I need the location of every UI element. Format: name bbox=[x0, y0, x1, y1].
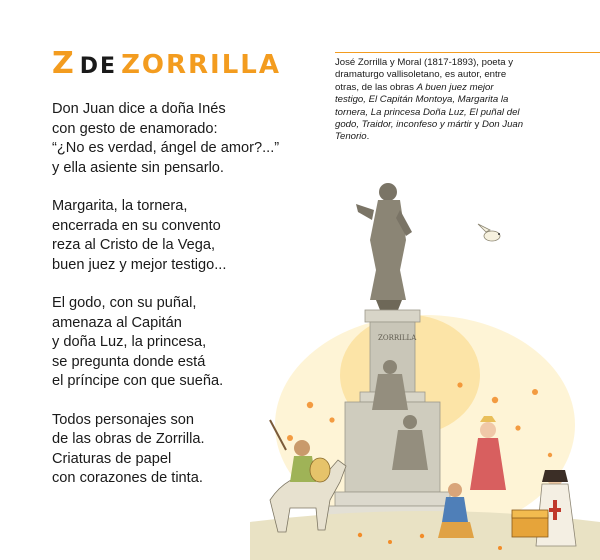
poem-stanza-1 bbox=[52, 100, 322, 178]
poem-line: de las obras de Zorrilla. bbox=[52, 431, 205, 447]
author-sidenote bbox=[335, 52, 600, 144]
poem-line: el príncipe con que sueña. bbox=[52, 373, 224, 389]
poem-line: buen juez y mejor testigo... bbox=[52, 256, 227, 273]
title-name: ZORRILLA bbox=[121, 50, 281, 80]
poem-line: El godo, con su puñal, bbox=[52, 295, 197, 311]
poem-line: con gesto de enamorado: bbox=[52, 120, 218, 137]
sidenote-connector: y bbox=[471, 119, 483, 131]
sidenote-last-work: Don Juan Tenorio bbox=[335, 119, 524, 143]
poem-line: Todos personajes son bbox=[52, 411, 194, 428]
poem-line: y ella asiente sin pensarlo. bbox=[52, 159, 224, 176]
bird-icon bbox=[478, 224, 500, 241]
poem-line: con corazones de tinta. bbox=[52, 470, 203, 486]
title-initial: Z bbox=[52, 46, 76, 81]
sidenote-end: . bbox=[366, 131, 370, 143]
poem-line: encerrada en su convento bbox=[52, 217, 221, 234]
monument-plaque: ZORRILLA bbox=[378, 334, 417, 342]
poem-line: y doña Luz, la princesa, bbox=[52, 334, 207, 350]
statue-figure bbox=[356, 183, 412, 310]
page-title bbox=[52, 46, 281, 81]
poem-line: Don Juan dice a doña Inés bbox=[52, 101, 226, 117]
poem-line: Criaturas de papel bbox=[52, 450, 172, 467]
poem-line: reza al Cristo de la Vega, bbox=[52, 237, 216, 253]
poem-line: Margarita, la tornera, bbox=[52, 198, 188, 214]
sidenote-works: A buen juez mejor testigo, El Capitán Montoya, Margarita la tornera, La princesa Doña Luz, El puñal del godo, Traidor, inconfeso y mártir bbox=[335, 81, 520, 131]
treasure-chest bbox=[512, 510, 548, 537]
poem-line: “¿No es verdad, ángel de amor?...” bbox=[52, 140, 280, 156]
title-connector: DE bbox=[79, 54, 118, 79]
poem-line: se pregunta donde está bbox=[52, 353, 206, 370]
poem-line: amenaza al Capitán bbox=[52, 314, 182, 331]
sidenote-text bbox=[335, 57, 525, 144]
monument-illustration bbox=[250, 170, 600, 560]
sidenote-intro: José Zorrilla y Moral (1817-1893), poeta y dramaturgo vallisoletano, es autor, entre otras, de las obras bbox=[335, 57, 514, 93]
